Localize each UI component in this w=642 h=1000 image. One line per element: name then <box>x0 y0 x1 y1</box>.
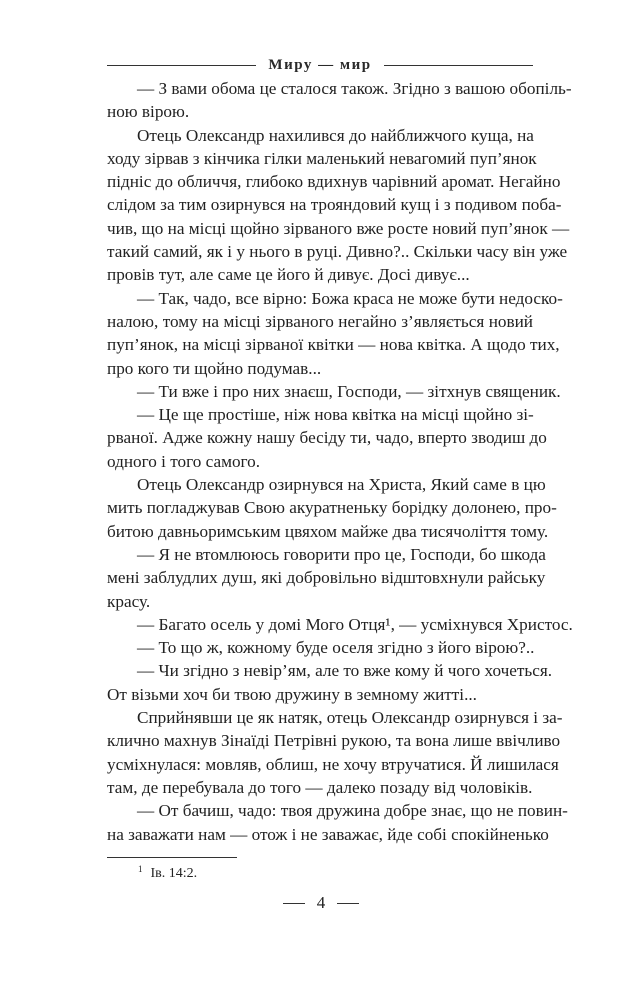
page-number-dash-right <box>337 903 359 904</box>
text-line: битою давньоримським цвяхом майже два тисячоліття тому. <box>107 521 549 541</box>
paragraph <box>107 124 570 287</box>
text-line: — От бачиш, чадо: твоя дружина добре знає, що не повин- <box>137 801 568 821</box>
text-line: ходу зірвав з кінчика гілки маленький невагомий пуп’янок <box>107 148 537 168</box>
text-line: підніс до обличчя, глибоко вдихнув чарівний аромат. Негайно <box>107 172 561 192</box>
text-line: Отець Олександр озирнувся на Христа, Який саме в цю <box>137 475 546 495</box>
text-line: налою, тому на місці зірваного негайно з’являється новий <box>107 311 533 331</box>
body-text <box>107 77 573 846</box>
text-line: мить погладжував Свою акуратненьку борідку долонею, про- <box>107 498 557 518</box>
text-line: на заважати нам — отож і не заважає, йде собі спокійненько <box>107 824 549 844</box>
text-line: — З вами обома це сталося також. Згідно з вашою обопіль- <box>137 79 572 98</box>
running-header-title: Миру — мир <box>268 56 372 73</box>
text-line: такий самий, як і у нього в руці. Дивно?.. Скільки часу він уже <box>107 242 568 262</box>
page-number <box>0 893 642 913</box>
running-header <box>107 54 533 76</box>
paragraph <box>107 473 557 543</box>
text-line: Сприйнявши це як натяк, отець Олександр озирнувся і за- <box>137 708 563 728</box>
paragraph <box>107 613 573 636</box>
text-line: чив, що на місці щойно зірваного вже росте новий пуп’янок — <box>107 218 570 238</box>
paragraph <box>107 543 546 613</box>
text-line: — Ти вже і про них знаєш, Господи, — зітхнув священик. <box>137 381 561 401</box>
header-rule-right <box>384 65 533 66</box>
paragraph <box>107 77 572 124</box>
paragraph <box>107 659 553 706</box>
text-line: слідом за тим озирнувся на трояндовий кущ і з подивом поба- <box>107 195 562 215</box>
text-line: пуп’янок, на місці зірваної квітки — нова квітка. А щодо тих, <box>107 335 560 355</box>
text-line: ною вірою. <box>107 102 190 122</box>
text-line: рваної. Адже кожну нашу бесіду ти, чадо, вперто зводиш до <box>107 428 547 448</box>
text-line: — Багато осель у домі Мого Отця¹, — усміхнувся Христос. <box>137 614 573 634</box>
text-line: — То що ж, кожному буде оселя згідно з його вірою?.. <box>137 638 535 658</box>
text-line: провів тут, але саме це його й дивує. Досі дивує... <box>107 265 470 285</box>
header-rule-left <box>107 65 256 66</box>
paragraph <box>107 403 547 473</box>
text-line: одного і того самого. <box>107 451 261 471</box>
paragraph <box>107 706 563 799</box>
text-line: — Так, чадо, все вірно: Божа краса не може бути недоско- <box>137 288 563 308</box>
footnote-mark: 1 <box>138 864 143 874</box>
text-line: Отець Олександр нахилився до найближчого куща, на <box>137 125 534 145</box>
text-line: — Це ще простіше, ніж нова квітка на місці щойно зі- <box>137 405 534 425</box>
paragraph <box>107 380 561 403</box>
text-line: про кого ти щойно подумав... <box>107 358 322 378</box>
text-line: красу. <box>107 591 151 611</box>
text-line: От візьми хоч би твою дружину в земному житті... <box>107 684 477 704</box>
footnote-divider <box>107 857 237 858</box>
page-number-dash-left <box>283 903 305 904</box>
text-line: мені заблудлих душ, які добровільно відштовхнули райську <box>107 568 546 588</box>
paragraph <box>107 287 563 380</box>
footnote <box>138 864 197 882</box>
footnote-text: Ів. 14:2. <box>150 866 198 881</box>
text-line: усміхнулася: мовляв, облиш, не хочу втручатися. Й лишилася <box>107 754 559 774</box>
text-line: — Я не втомлююсь говорити про це, Господи, бо шкода <box>137 544 546 564</box>
paragraph <box>107 799 568 846</box>
paragraph <box>107 636 533 659</box>
text-line: клично махнув Зінаїді Петрівні рукою, та вона лише ввічливо <box>107 731 561 751</box>
page-number-value: 4 <box>316 893 326 912</box>
text-line: там, де перебувала до того — далеко позаду від чоловіків. <box>107 777 533 797</box>
text-line: — Чи згідно з невір’ям, але то вже кому й чого хочеться. <box>137 661 553 681</box>
